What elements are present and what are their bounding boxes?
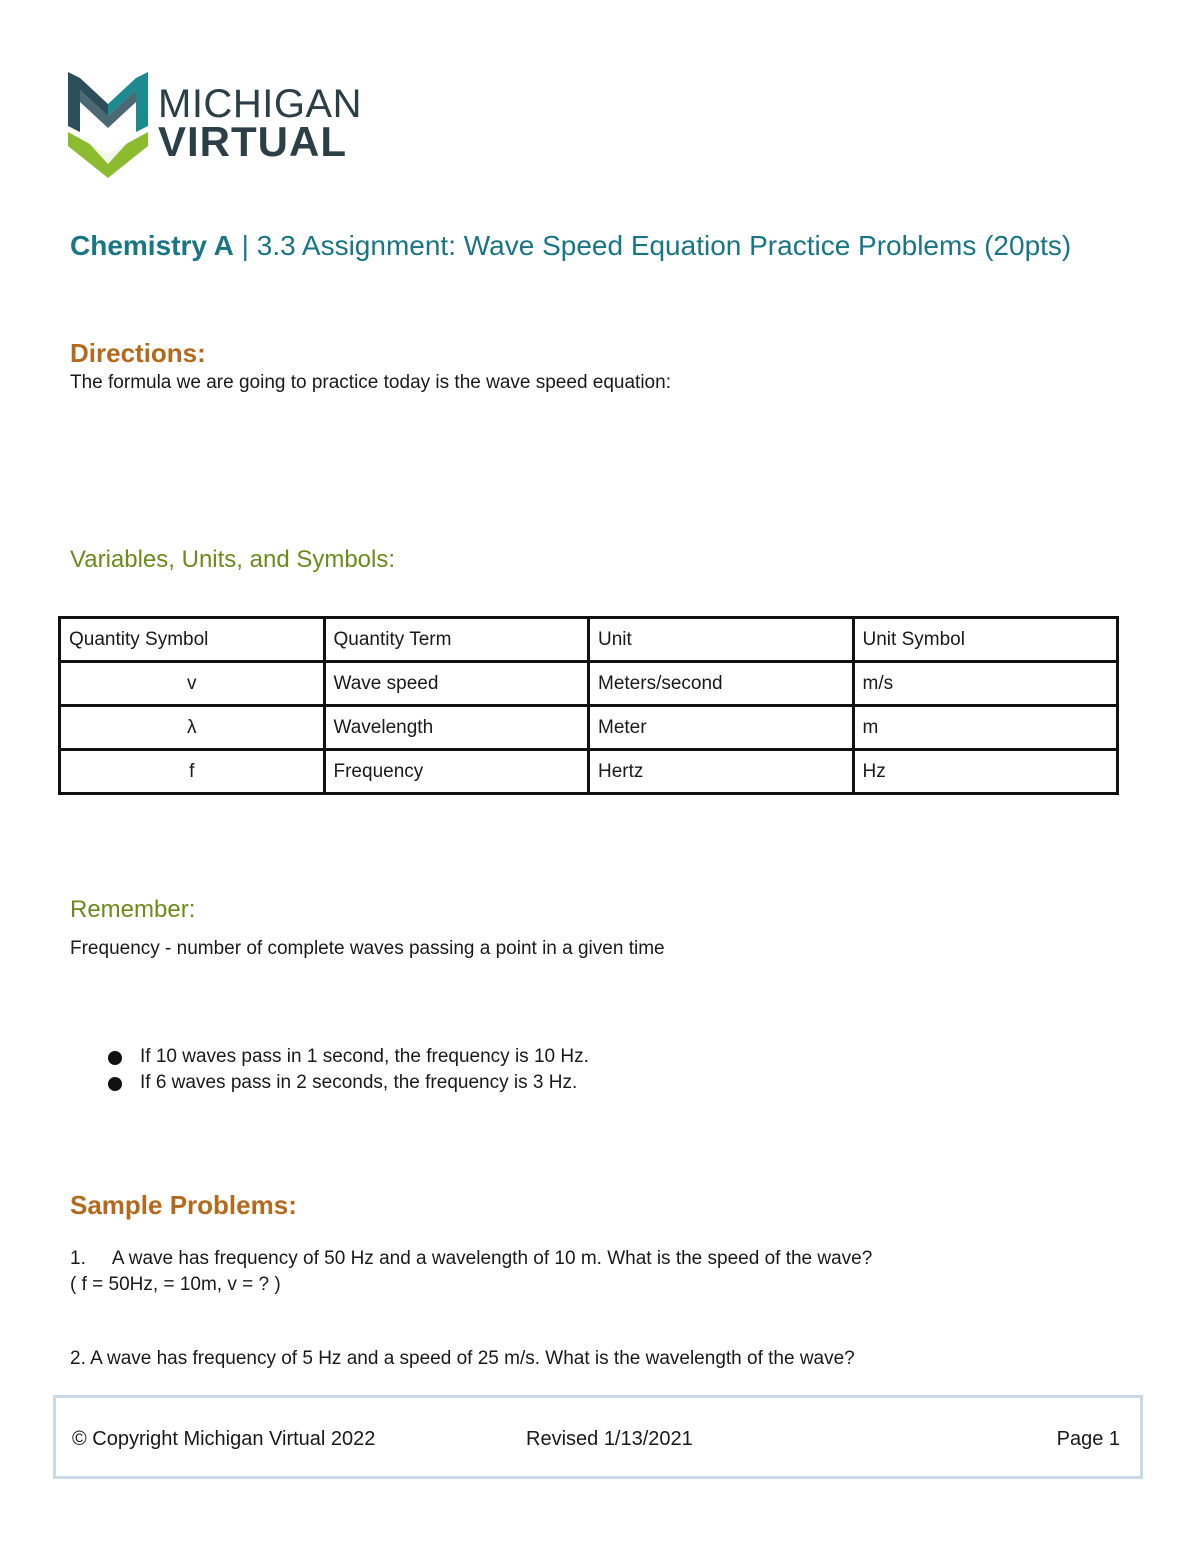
footer-page-number: Page 1 <box>1056 1428 1120 1450</box>
page-footer <box>53 1395 1143 1479</box>
table-cell: Meter <box>589 706 854 750</box>
table-cell: m <box>853 706 1118 750</box>
problem-1 <box>70 1248 872 1270</box>
table-header-cell: Unit Symbol <box>853 618 1118 662</box>
title-separator: | <box>233 230 257 261</box>
assignment-name: 3.3 Assignment: Wave Speed Equation Practice Problems (20pts) <box>256 230 1072 261</box>
table-header-cell: Unit <box>589 618 854 662</box>
list-item-text: If 10 waves pass in 1 second, the frequency is 10 Hz. <box>140 1046 589 1067</box>
table-row <box>60 750 1118 794</box>
table-cell: m/s <box>853 662 1118 706</box>
logo-m-icon <box>68 68 152 180</box>
page-title <box>70 226 1130 266</box>
table-cell: v <box>60 662 325 706</box>
course-name: Chemistry A <box>70 230 234 261</box>
problem-1-text: A wave has frequency of 50 Hz and a wavelength of 10 m. What is the speed of the wave? <box>111 1248 873 1269</box>
table-cell: f <box>60 750 325 794</box>
list-item <box>106 1044 589 1070</box>
table-cell: Hertz <box>589 750 854 794</box>
variables-table <box>58 616 1119 795</box>
variables-heading: Variables, Units, and Symbols: <box>70 546 396 573</box>
table-header-row <box>60 618 1118 662</box>
directions-heading: Directions: <box>70 338 206 368</box>
frequency-definition: Frequency - number of complete waves passing a point in a given time <box>70 938 665 959</box>
logo-text-virtual: VIRTUAL <box>158 118 347 165</box>
table-cell: Meters/second <box>589 662 854 706</box>
frequency-examples-list <box>106 1044 589 1096</box>
table-cell: Hz <box>853 750 1118 794</box>
bullet-icon <box>108 1051 122 1065</box>
footer-copyright: © Copyright Michigan Virtual 2022 <box>72 1428 376 1450</box>
problem-1-number: 1. <box>70 1248 86 1269</box>
bullet-icon <box>108 1077 122 1091</box>
list-item <box>106 1070 589 1096</box>
table-row <box>60 706 1118 750</box>
table-header-cell: Quantity Symbol <box>60 618 325 662</box>
table-header-cell: Quantity Term <box>324 618 589 662</box>
logo-text-michigan: MICHIGAN <box>158 82 362 126</box>
problem-2: 2. A wave has frequency of 5 Hz and a speed of 25 m/s. What is the wavelength of the wave? <box>70 1348 855 1369</box>
remember-heading: Remember: <box>70 896 196 923</box>
directions-text: The formula we are going to practice today is the wave speed equation: <box>70 372 671 393</box>
michigan-virtual-logo <box>68 68 362 183</box>
table-cell: Wavelength <box>324 706 589 750</box>
footer-revised-date: Revised 1/13/2021 <box>526 1428 693 1450</box>
problem-1-given: ( f = 50Hz, = 10m, v = ? ) <box>70 1274 281 1295</box>
list-item-text: If 6 waves pass in 2 seconds, the frequency is 3 Hz. <box>140 1072 578 1093</box>
sample-problems-heading: Sample Problems: <box>70 1190 297 1220</box>
table-cell: λ <box>60 706 325 750</box>
table-cell: Frequency <box>324 750 589 794</box>
table-row <box>60 662 1118 706</box>
table-cell: Wave speed <box>324 662 589 706</box>
